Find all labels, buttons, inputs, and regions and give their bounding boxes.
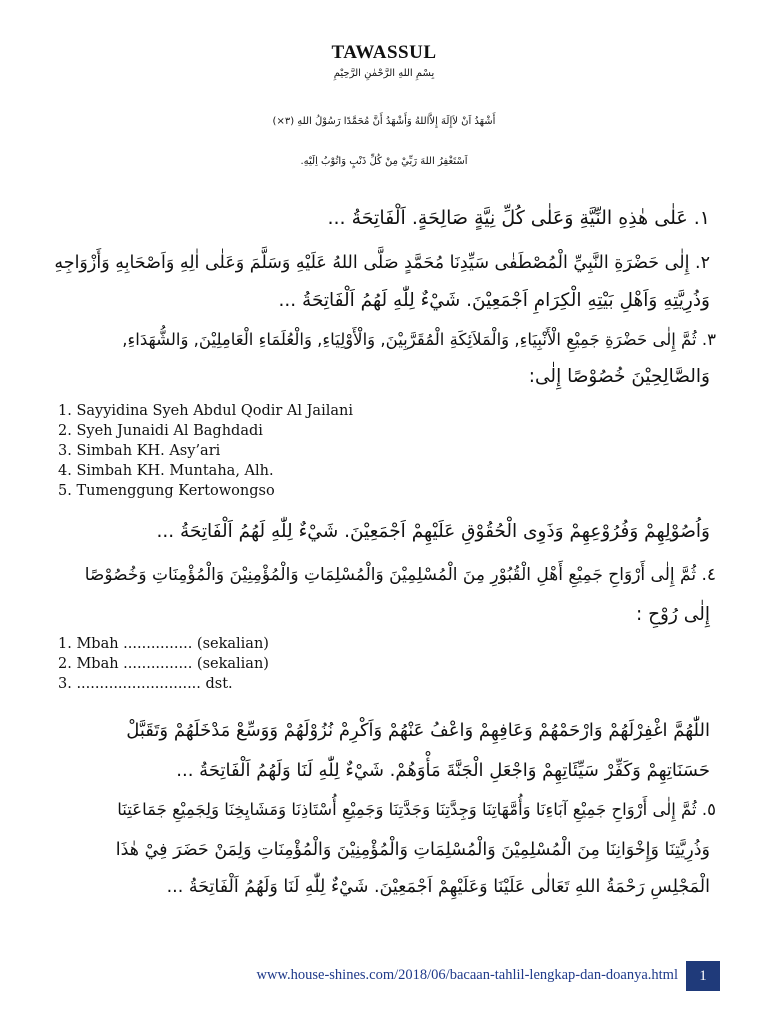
section-4-line-1: ٤. ثُمَّ إِلٰى أَرْوَاحِ جَمِيْعِ أَهْلِ الْقُبُوْرِ مِنَ الْمُسْلِمِيْنَ وَالْمُسْلِمَاتِ وَالْمُؤْمِنِيْنَ وَالْمُؤْمِنَاتِ وَخُصُوْصًا <box>84 565 716 585</box>
section-2-line-2: وَذُرِيَّتِهِ وَاَهْلِ بَيْتِهِ الْكِرَامِ اَجْمَعِيْنَ. شَيْءٌ لِلّٰهِ لَهُمُ اَلْفَاتِحَةُ ... <box>278 290 710 311</box>
page-title: TAWASSUL <box>331 42 437 63</box>
ancestor-list <box>58 634 269 694</box>
section-5-line-2: وَذُرِيَّتِنَا وَإِخْوَانِنَا مِنَ الْمُسْلِمِيْنَ وَالْمُسْلِمَاتِ وَالْمُؤْمِنِيْنَ وَالْمُؤْمِنَاتِ وَلِمَنْ حَضَرَ فِيْ هٰذَا <box>115 840 710 860</box>
doa-line-2: حَسَنَاتِهِمْ وَكَفِّرْ سَيِّئَاتِهِمْ وَاجْعَلِ الْجَنَّةَ مَأْوَهُمْ. شَيْءٌ لِلّٰهِ لَنَا وَلَهُمُ اَلْفَاتِحَةُ ... <box>176 760 710 781</box>
section-5-line-1: ٥. ثُمَّ إِلٰى أَرْوَاحِ جَمِيْعِ آبَاءِنَا وَأُمَّهَاتِنَا وَجِدَّتِنَا وَجَدَّتِنَا وَجَمِيْعِ أُسْتَاذِنَا وَمَشَايِخِنَا وَلِجَمِيْعِ جَمَاعَتِنَا <box>117 800 716 819</box>
list-item: 3. ........................... dst. <box>58 676 233 692</box>
section-4-line-2: إِلٰى رُوْحِ : <box>636 604 710 625</box>
section-1-line: ١. عَلٰى هٰذِهِ النِّيَّةِ وَعَلٰى كُلِّ نِيَّةٍ صَالِحَةٍ. اَلْفَاتِحَةُ ... <box>327 207 710 229</box>
list-item: 2. Syeh Junaidi Al Baghdadi <box>58 423 263 439</box>
page-footer <box>0 961 768 991</box>
section-3-line-2: وَالصَّالِحِيْنَ خُصُوْصًا إِلٰى: <box>528 366 710 387</box>
section-3-line-1: ٣. ثُمَّ إِلٰى حَضْرَةِ جَمِيْعِ الْأَنْبِيَاءِ, وَالْمَلاَئِكَةِ الْمُقَرَّبِيْنَ, وَالْأَوْلِيَاءِ, وَالْعُلَمَاءِ الْعَامِلِيْنَ, وَالشُّهَدَاءِ, <box>122 330 716 349</box>
page-number-badge: 1 <box>686 961 720 991</box>
list-item: 2. Mbah ............... (sekalian) <box>58 656 269 672</box>
basmalah-line: بِسْمِ اللهِ الرَّحْمٰنِ الرَّحِيْمِ <box>333 68 435 79</box>
list-item: 4. Simbah KH. Muntaha, Alh. <box>58 463 274 479</box>
section-2-line-1: ٢. إِلٰى حَضْرَةِ النَّبِيِّ الْمُصْطَفٰى سَيِّدِنَا مُحَمَّدٍ صَلَّى اللهُ عَلَيْهِ وَسَلَّمَ وَعَلٰى اٰلِهِ وَاَصْحَابِهِ وَأَزْوَاجِهِ <box>54 253 710 273</box>
section-5-line-3: الْمَجْلِسِ رَحْمَةُ اللهِ تَعَالٰى عَلَيْنَا وَعَلَيْهِمْ اَجْمَعِيْنَ. شَيْءٌ لِلّٰهِ لَنَا وَلَهُمُ اَلْفَاتِحَةُ ... <box>166 877 710 897</box>
section-3-closing-line: وَاُصُوْلِهِمْ وَفُرُوْعِهِمْ وَذَوِى الْحُقُوْقِ عَلَيْهِمْ اَجْمَعِيْنَ. شَيْءٌ لِلّٰهِ لَهُمُ اَلْفَاتِحَةُ ... <box>156 521 710 542</box>
list-item: 1. Sayyidina Syeh Abdul Qodir Al Jailani <box>58 403 353 419</box>
istighfar-line: اَسْتَغْفِرُ اللهَ رَبِّيْ مِنْ كُلِّ ذَنْبٍ وَاتُوْبُ اِلَيْهِ. <box>300 156 468 167</box>
list-item: 1. Mbah ............... (sekalian) <box>58 636 269 652</box>
source-url-link[interactable]: www.house-shines.com/2018/06/bacaan-tahlil-lengkap-dan-doanya.html <box>256 967 678 983</box>
saints-list <box>58 401 353 501</box>
doa-line-1: اللّٰهُمَّ اغْفِرْلَهُمْ وَارْحَمْهُمْ وَعَافِهِمْ وَاعْفُ عَنْهُمْ وَاَكْرِمْ نُزُوْلَهُمْ وَوَسِّعْ مَدْخَلَهُمْ وَتَقَبَّلْ <box>126 720 710 741</box>
list-item: 5. Tumenggung Kertowongso <box>58 483 275 499</box>
syahadat-line: أَشْهَدُ اَنْ لاَإِلَهَ إِلاَّاللهُ وَأَشْهَدُ أَنَّ مُحَمَّدًا رَسُوْلُ اللهِ (٣×) <box>272 116 496 127</box>
list-item: 3. Simbah KH. Asy’ari <box>58 443 221 459</box>
